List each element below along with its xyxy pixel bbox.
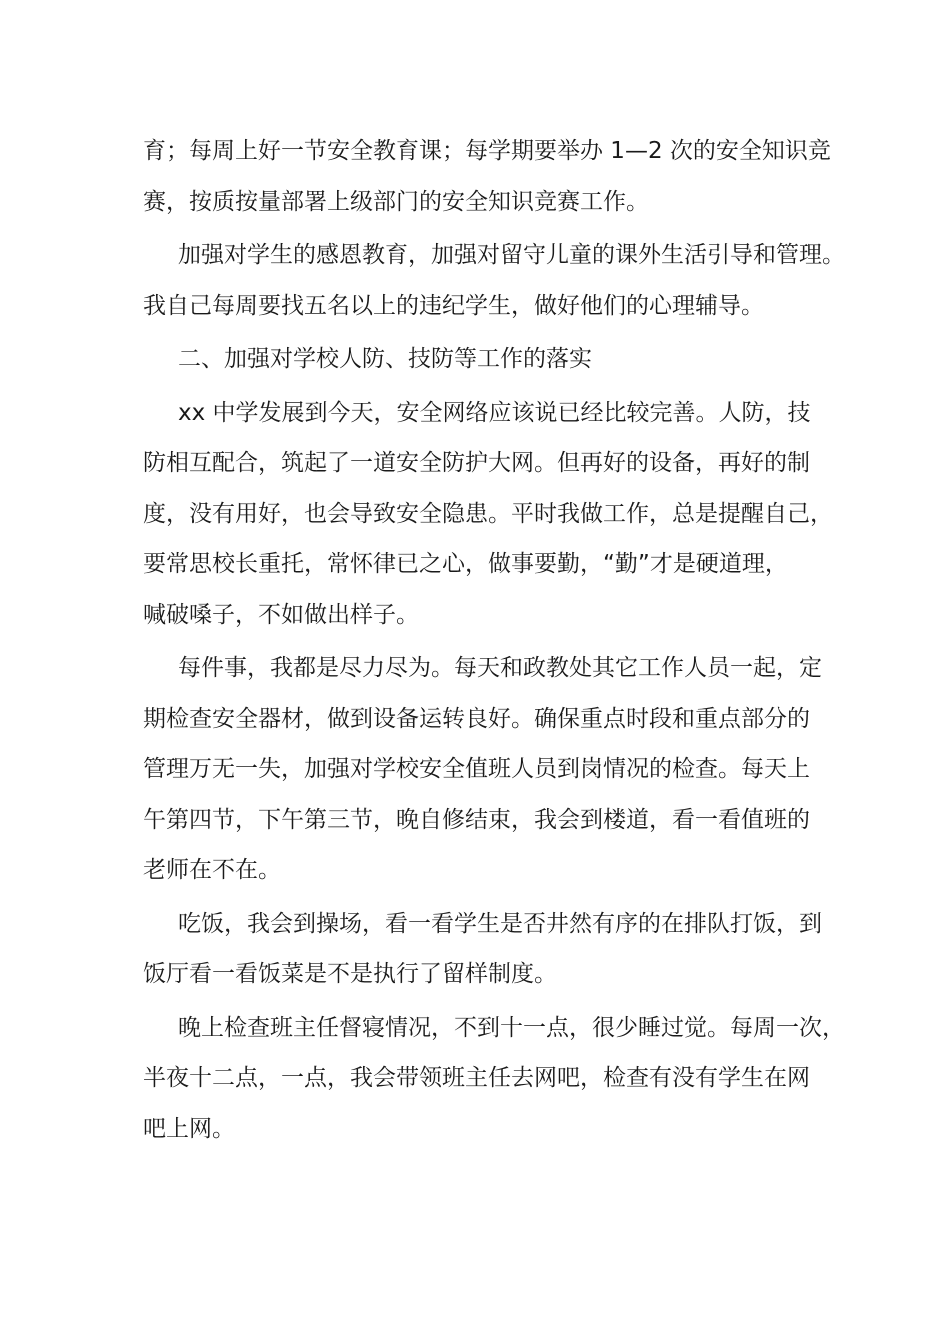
text-line: 要常思校长重托，常怀律已之心，做事要勤，“勤”才是硬道理，	[143, 551, 788, 577]
text-line: 午第四节，下午第三节，晚自修结束，我会到楼道，看一看值班的	[143, 806, 810, 833]
paragraph-2	[143, 230, 845, 331]
paragraph-5	[143, 899, 823, 1000]
text-line: 饭厅看一看饭菜是不是执行了留样制度。	[143, 961, 557, 987]
text-line: 育；每周上好一节安全教育课；每学期要举办 1—2 次的安全知识竞	[143, 138, 831, 164]
paragraph-4	[143, 643, 823, 896]
paragraph-1	[143, 126, 831, 227]
text-line: 半夜十二点，一点，我会带领班主任去网吧，检查有没有学生在网	[143, 1065, 810, 1091]
text-line: 每件事，我都是尽力尽为。每天和政教处其它工作人员一起，定	[178, 655, 822, 681]
text-line: 老师在不在。	[143, 857, 281, 883]
text-line: 赛，按质按量部署上级部门的安全知识竞赛工作。	[143, 188, 649, 215]
text-line: 期检查安全器材，做到设备运转良好。确保重点时段和重点部分的	[143, 705, 810, 732]
text-line: 晚上检查班主任督寝情况，不到十一点，很少睡过觉。每周一次，	[178, 1014, 845, 1041]
text-line: 喊破嗓子，不如做出样子。	[143, 601, 419, 628]
text-line: 度，没有用好，也会导致安全隐患。平时我做工作，总是提醒自己，	[143, 500, 833, 527]
paragraph-3	[143, 388, 833, 641]
section-heading	[143, 334, 823, 385]
text-line: 防相互配合，筑起了一道安全防护大网。但再好的设备，再好的制	[143, 450, 810, 476]
text-line: 我自己每周要找五名以上的违纪学生，做好他们的心理辅导。	[143, 292, 764, 319]
document-body	[143, 126, 845, 1154]
text-line: 管理万无一失，加强对学校安全值班人员到岗情况的检查。每天上	[143, 756, 810, 782]
text-line: 加强对学生的感恩教育，加强对留守儿童的课外生活引导和管理。	[178, 242, 845, 268]
text-line: 吧上网。	[143, 1115, 235, 1142]
heading-line: 二、加强对学校人防、技防等工作的落实	[178, 346, 592, 372]
text-line: xx 中学发展到今天，安全网络应该说已经比较完善。人防，技	[178, 399, 811, 426]
text-line: 吃饭，我会到操场，看一看学生是否井然有序的在排队打饭，到	[178, 910, 822, 937]
paragraph-6	[143, 1003, 845, 1155]
